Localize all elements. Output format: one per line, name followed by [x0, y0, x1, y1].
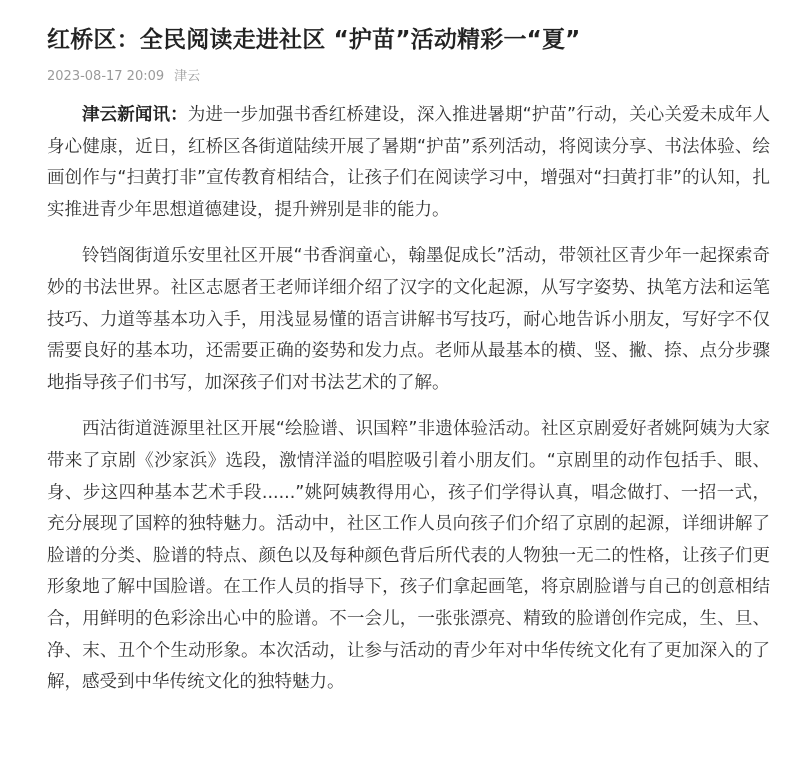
- article-title: 红桥区：全民阅读走进社区 “护苗”活动精彩一“夏”: [47, 27, 581, 53]
- article-paragraph: 铃铛阁街道乐安里社区开展“书香润童心，翰墨促成长”活动，带领社区青少年一起探索奇妙的书法世界。社区志愿者王老师详细介绍了汉字的文化起源，从写字姿势、执笔方法和运笔技巧、力道等基本功入手，用浅显易懂的语言讲解书写技巧，耐心地告诉小朋友，写好字不仅需要良好的基本功，还需要正确的姿势和发力点。老师从最基本的横、竖、撇、捺、点分步骤地指导孩子们书写，加深孩子们对书法艺术的了解。: [47, 246, 770, 393]
- source-link[interactable]: 津云: [174, 69, 201, 84]
- article-meta: [47, 68, 770, 86]
- article-paragraph: 西沽街道涟源里社区开展“绘脸谱、识国粹”非遗体验活动。社区京剧爱好者姚阿姨为大家带来了京剧《沙家浜》选段，激情洋溢的唱腔吸引着小朋友们。“京剧里的动作包括手、眼、身、步这四种基本艺术手段......”姚阿姨教得用心，孩子们学得认真，唱念做打、一招一式，充分展现了国粹的独特魅力。活动中，社区工作人员向孩子们介绍了京剧的起源，详细讲解了脸谱的分类、脸谱的特点、颜色以及每种颜色背后所代表的人物独一无二的性格，让孩子们更形象地了解中国脸谱。在工作人员的指导下，孩子们拿起画笔，将京剧脸谱与自己的创意相结合，用鲜明的色彩涂出心中的脸谱。不一会儿，一张张漂亮、精致的脸谱创作完成，生、旦、净、末、丑个个生动形象。本次活动，让参与活动的青少年对中华传统文化有了更加深入的了解，感受到中华传统文化的独特魅力。: [47, 419, 770, 693]
- lead-label: 津云新闻讯：: [82, 105, 188, 125]
- article-body: [47, 100, 770, 699]
- paragraph-text: 为进一步加强书香红桥建设，深入推进暑期“护苗”行动，关心关爱未成年人身心健康，近日，红桥区各街道陆续开展了暑期“护苗”系列活动，将阅读分享、书法体验、绘画创作与“扫黄打非”宣传教育相结合，让孩子们在阅读学习中，增强对“扫黄打非”的认知，扎实推进青少年思想道德建设，提升辨别是非的能力。: [47, 105, 770, 220]
- publish-date: 2023-08-17 20:09: [47, 69, 165, 84]
- article-paragraph: [47, 100, 770, 226]
